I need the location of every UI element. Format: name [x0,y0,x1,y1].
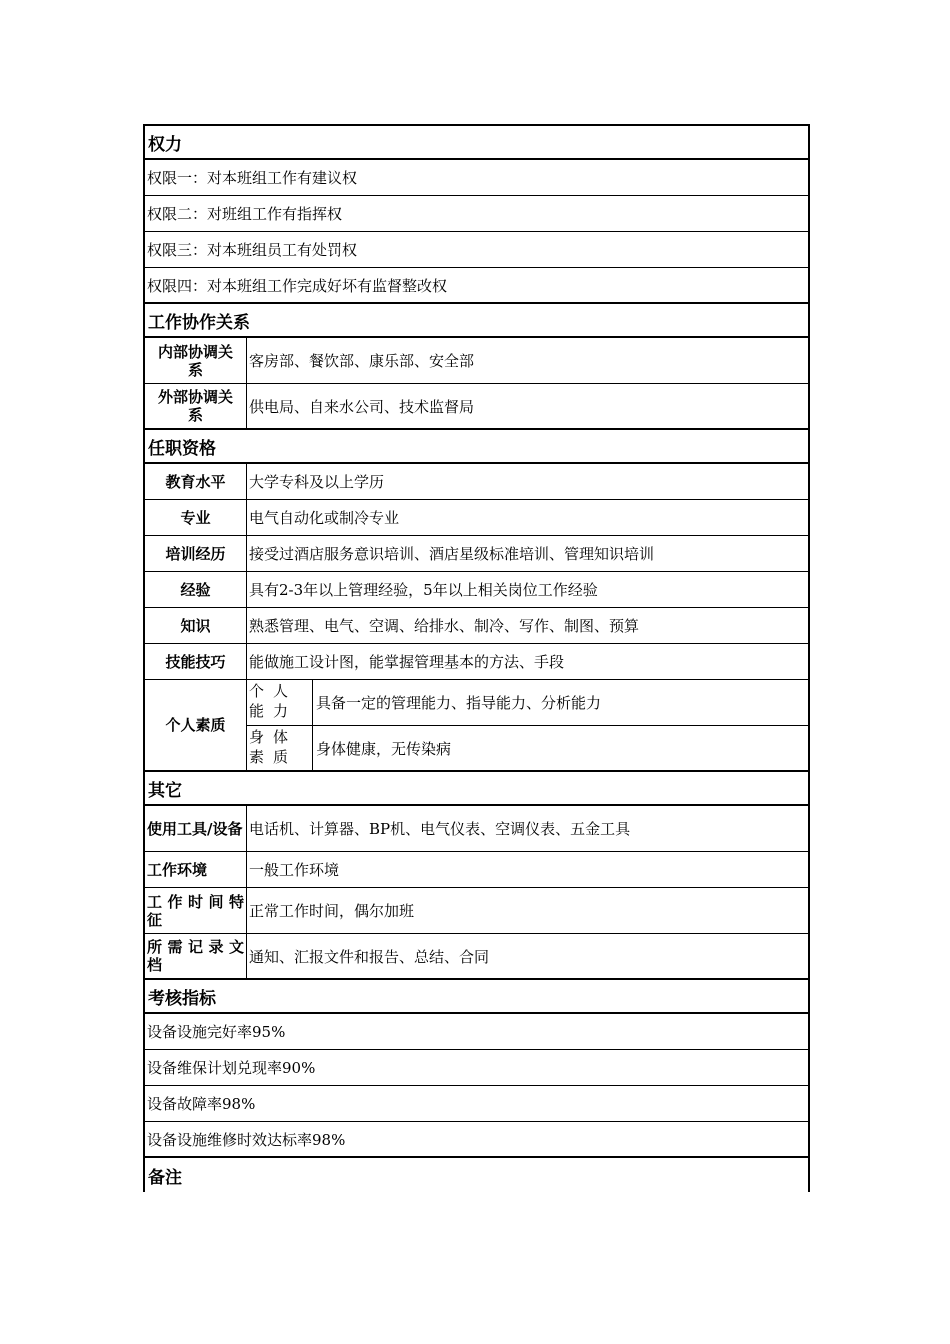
relation-value: 客房部、餐饮部、康乐部、安全部 [249,352,475,370]
relations-section-title: 工作协作关系 [145,304,808,338]
qualification-row [145,644,808,680]
personal-quality-subtable [247,680,808,770]
personal-sub-row [247,680,808,725]
other-value: 通知、汇报文件和报告、总结、合同 [249,947,490,966]
personal-sub-value: 具备一定的管理能力、指导能力、分析能力 [316,694,602,712]
kpi-item: 设备设施完好率95% [145,1014,808,1050]
other-row [145,852,808,888]
job-description-table [143,124,810,1192]
other-label: 使用工具/设备 [145,806,247,851]
qualification-value: 大学专科及以上学历 [249,473,385,491]
qualification-value: 具有2-3年以上管理经验，5年以上相关岗位工作经验 [249,581,598,599]
power-item: 权限二：对班组工作有指挥权 [145,196,808,232]
other-label: 所需记录文档 [145,934,247,978]
personal-quality-label: 个人素质 [145,680,247,770]
kpi-section-title: 考核指标 [145,980,808,1014]
relation-row-internal [145,338,808,384]
kpi-item: 设备维保计划兑现率90% [145,1050,808,1086]
power-section-title: 权力 [145,126,808,160]
kpi-item: 设备设施维修时效达标率98% [145,1122,808,1158]
qualification-label: 教育水平 [145,464,247,499]
qualification-row [145,536,808,572]
qualification-label: 经验 [145,572,247,607]
relation-label: 外部协调关系 [145,384,247,428]
relation-label: 内部协调关系 [145,338,247,383]
qualification-value: 接受过酒店服务意识培训、酒店星级标准培训、管理知识培训 [249,545,655,563]
power-item: 权限三：对本班组员工有处罚权 [145,232,808,268]
qualification-section-title: 任职资格 [145,430,808,464]
personal-sub-value: 身体健康，无传染病 [316,739,452,758]
other-value: 一般工作环境 [249,861,340,879]
relation-row-external [145,384,808,430]
qualification-value: 能做施工设计图，能掌握管理基本的方法、手段 [249,653,565,671]
power-item: 权限四：对本班组工作完成好坏有监督整改权 [145,268,808,304]
qualification-label: 培训经历 [145,536,247,571]
kpi-item: 设备故障率98% [145,1086,808,1122]
personal-quality-row [145,680,808,772]
power-item: 权限一：对本班组工作有建议权 [145,160,808,196]
other-value: 正常工作时间，偶尔加班 [249,902,415,920]
other-row [145,806,808,852]
personal-sub-row [247,725,808,770]
remarks-section-title: 备注 [148,1167,182,1188]
qualification-row [145,464,808,500]
other-label: 工作时间特征 [145,888,247,933]
personal-sub-label: 个人能力 [247,680,313,725]
qualification-value: 熟悉管理、电气、空调、给排水、制冷、写作、制图、预算 [249,617,640,635]
qualification-row [145,572,808,608]
other-value: 电话机、计算器、BP机、电气仪表、空调仪表、五金工具 [249,820,631,838]
other-section-title: 其它 [145,772,808,806]
qualification-label: 技能技巧 [145,644,247,679]
other-row [145,934,808,980]
qualification-label: 知识 [145,608,247,643]
qualification-row [145,608,808,644]
qualification-value: 电气自动化或制冷专业 [249,509,400,527]
personal-sub-label: 身体素质 [247,726,313,770]
qualification-row [145,500,808,536]
other-row [145,888,808,934]
relation-value: 供电局、自来水公司、技术监督局 [249,397,475,416]
qualification-label: 专业 [145,500,247,535]
other-label: 工作环境 [145,852,247,887]
